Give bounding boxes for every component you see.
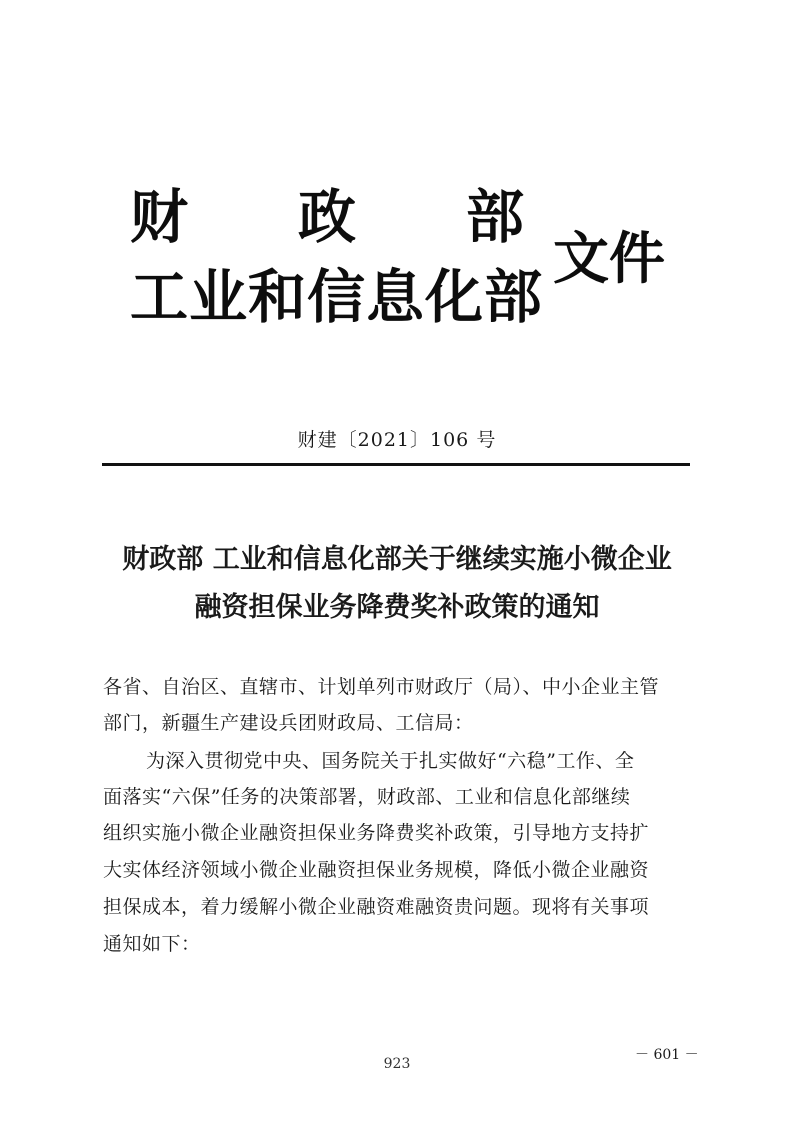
document-title-line-1: 财政部 工业和信息化部关于继续实施小微企业 — [122, 544, 672, 575]
document-title-line-2: 融资担保业务降费奖补政策的通知 — [194, 592, 600, 623]
body-line: 大实体经济领域小微企业融资担保业务规模，降低小微企业融资 — [103, 859, 650, 881]
body-line: 面落实“六保”任务的决策部署，财政部、工业和信息化部继续 — [103, 786, 631, 808]
issuer-char-2: 政 — [298, 183, 357, 251]
issuer-miit: 工业和信息化部 — [130, 263, 544, 331]
body-line: 各省、自治区、直辖市、计划单列市财政厅（局）、中小企业主管 — [103, 676, 660, 698]
header-separator — [102, 463, 690, 466]
document-word: 文件 — [553, 227, 665, 292]
document-number: 财建〔2021〕106 号 — [297, 429, 497, 451]
folio: － 601 － — [635, 1047, 699, 1063]
body-line: 组织实施小微企业融资担保业务降费奖补政策，引导地方支持扩 — [103, 822, 650, 844]
issuer-char-1: 财 — [130, 183, 189, 251]
body-line: 部门，新疆生产建设兵团财政局、工信局： — [103, 712, 474, 734]
body-line: 担保成本，着力缓解小微企业融资难融资贵问题。现将有关事项 — [103, 896, 650, 918]
body-line: 通知如下： — [103, 933, 201, 955]
body-line: 为深入贯彻党中央、国务院关于扎实做好“六稳”工作、全 — [146, 750, 635, 772]
issuer-char-3: 部 — [466, 183, 525, 251]
page-number: 923 — [383, 1056, 411, 1072]
